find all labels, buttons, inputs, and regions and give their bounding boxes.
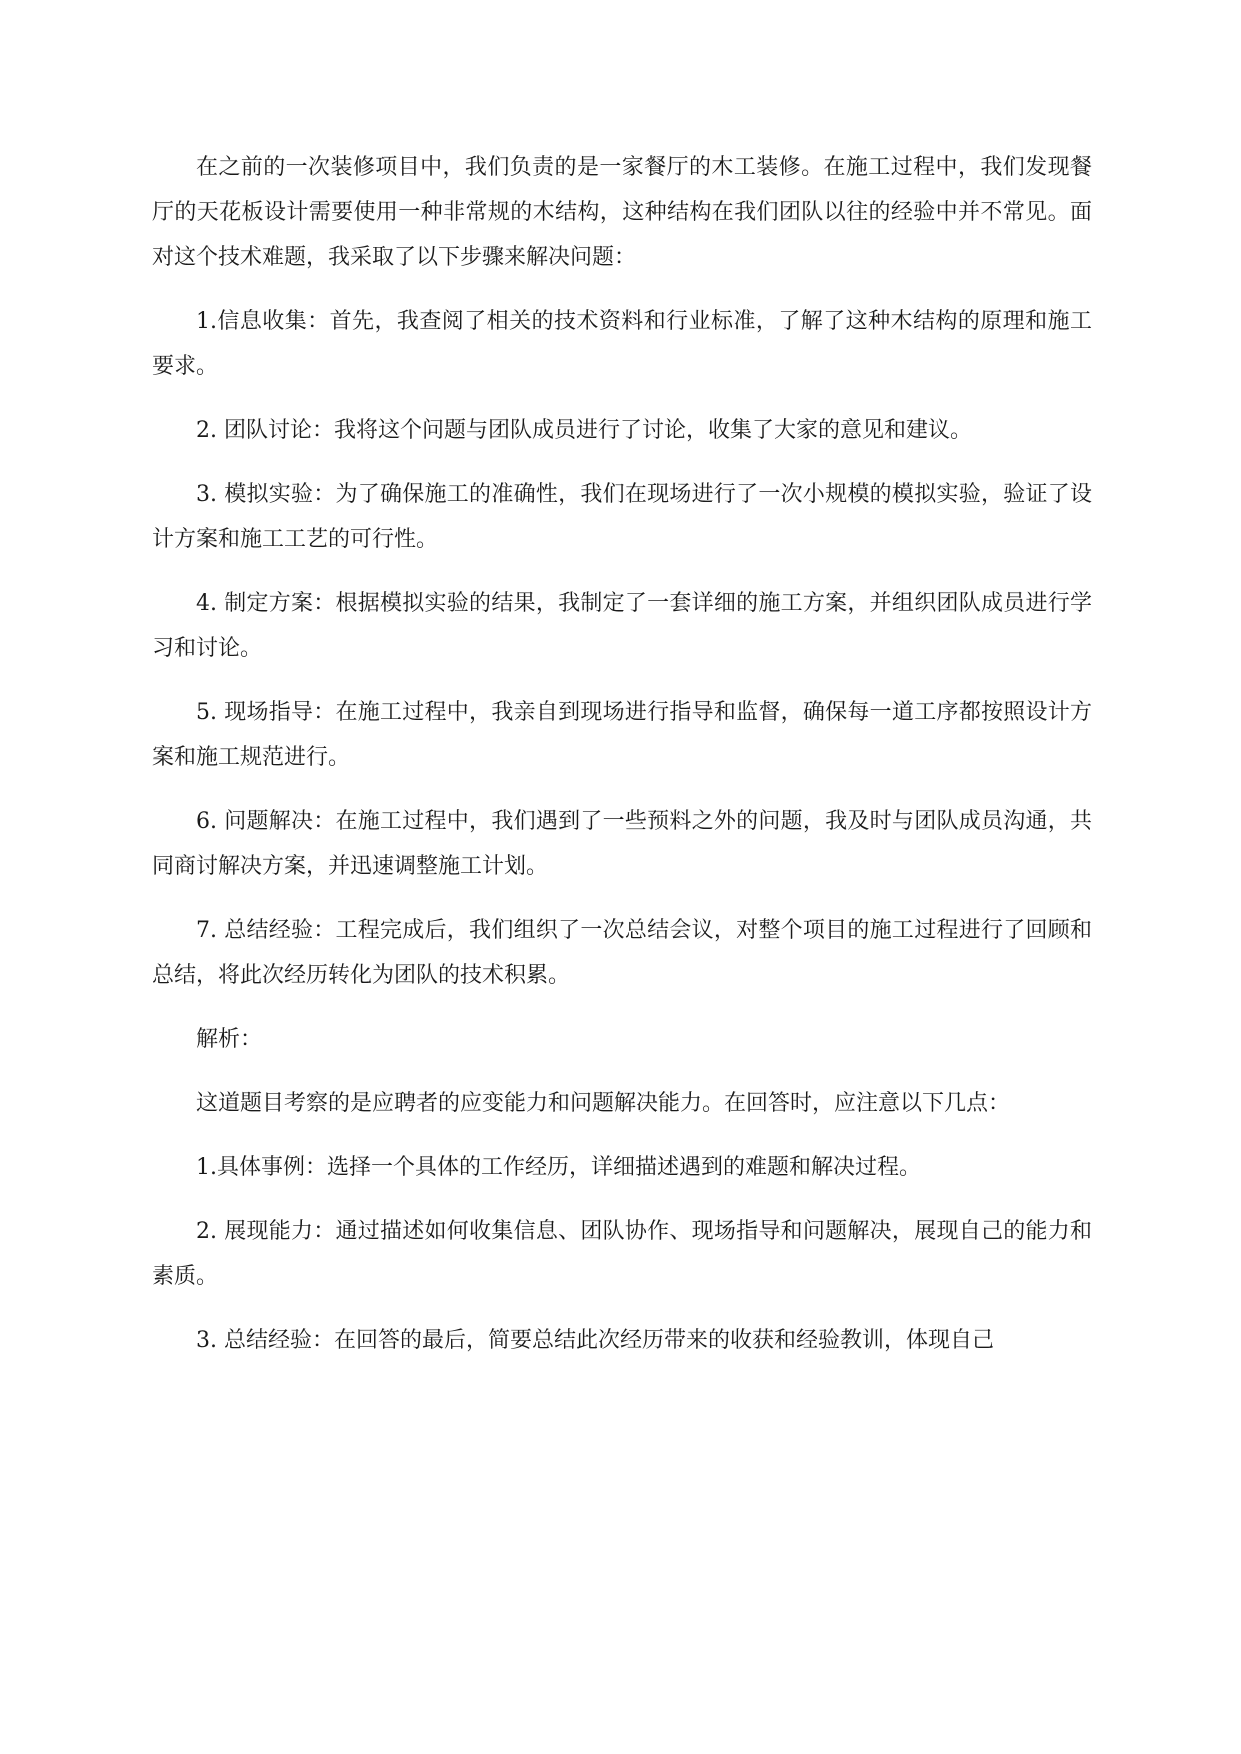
analysis-point-show-ability: 2. 展现能力：通过描述如何收集信息、团队协作、现场指导和问题解决，展现自己的能力和素质。 — [152, 1219, 1092, 1289]
analysis-heading: 解析： — [196, 1027, 263, 1052]
analysis-point-summarize: 3. 总结经验：在回答的最后，简要总结此次经历带来的收获和经验教训，体现自己 — [196, 1328, 994, 1353]
step-summarize-experience: 7. 总结经验：工程完成后，我们组织了一次总结会议，对整个项目的施工过程进行了回顾和总结，将此次经历转化为团队的技术积累。 — [152, 918, 1092, 988]
step-make-plan: 4. 制定方案：根据模拟实验的结果，我制定了一套详细的施工方案，并组织团队成员进行学习和讨论。 — [152, 591, 1092, 661]
analysis-point-specific-example: 1.具体事例：选择一个具体的工作经历，详细描述遇到的难题和解决过程。 — [196, 1155, 921, 1180]
step-team-discussion: 2. 团队讨论：我将这个问题与团队成员进行了讨论，收集了大家的意见和建议。 — [196, 418, 972, 443]
intro-paragraph: 在之前的一次装修项目中，我们负责的是一家餐厅的木工装修。在施工过程中，我们发现餐厅的天花板设计需要使用一种非常规的木结构，这种结构在我们团队以往的经验中并不常见。面对这个技术难题，我采取了以下步骤来解决问题： — [152, 155, 1092, 270]
step-problem-solving: 6. 问题解决：在施工过程中，我们遇到了一些预料之外的问题，我及时与团队成员沟通，共同商讨解决方案，并迅速调整施工计划。 — [152, 809, 1092, 879]
document-body — [152, 145, 1092, 1382]
step-onsite-guidance: 5. 现场指导：在施工过程中，我亲自到现场进行指导和监督，确保每一道工序都按照设计方案和施工规范进行。 — [152, 700, 1092, 770]
step-information-collection: 1.信息收集：首先，我查阅了相关的技术资料和行业标准，了解了这种木结构的原理和施工要求。 — [152, 309, 1092, 379]
step-simulation-experiment: 3. 模拟实验：为了确保施工的准确性，我们在现场进行了一次小规模的模拟实验，验证了设计方案和施工工艺的可行性。 — [152, 482, 1092, 552]
analysis-intro: 这道题目考察的是应聘者的应变能力和问题解决能力。在回答时，应注意以下几点： — [196, 1091, 1011, 1116]
